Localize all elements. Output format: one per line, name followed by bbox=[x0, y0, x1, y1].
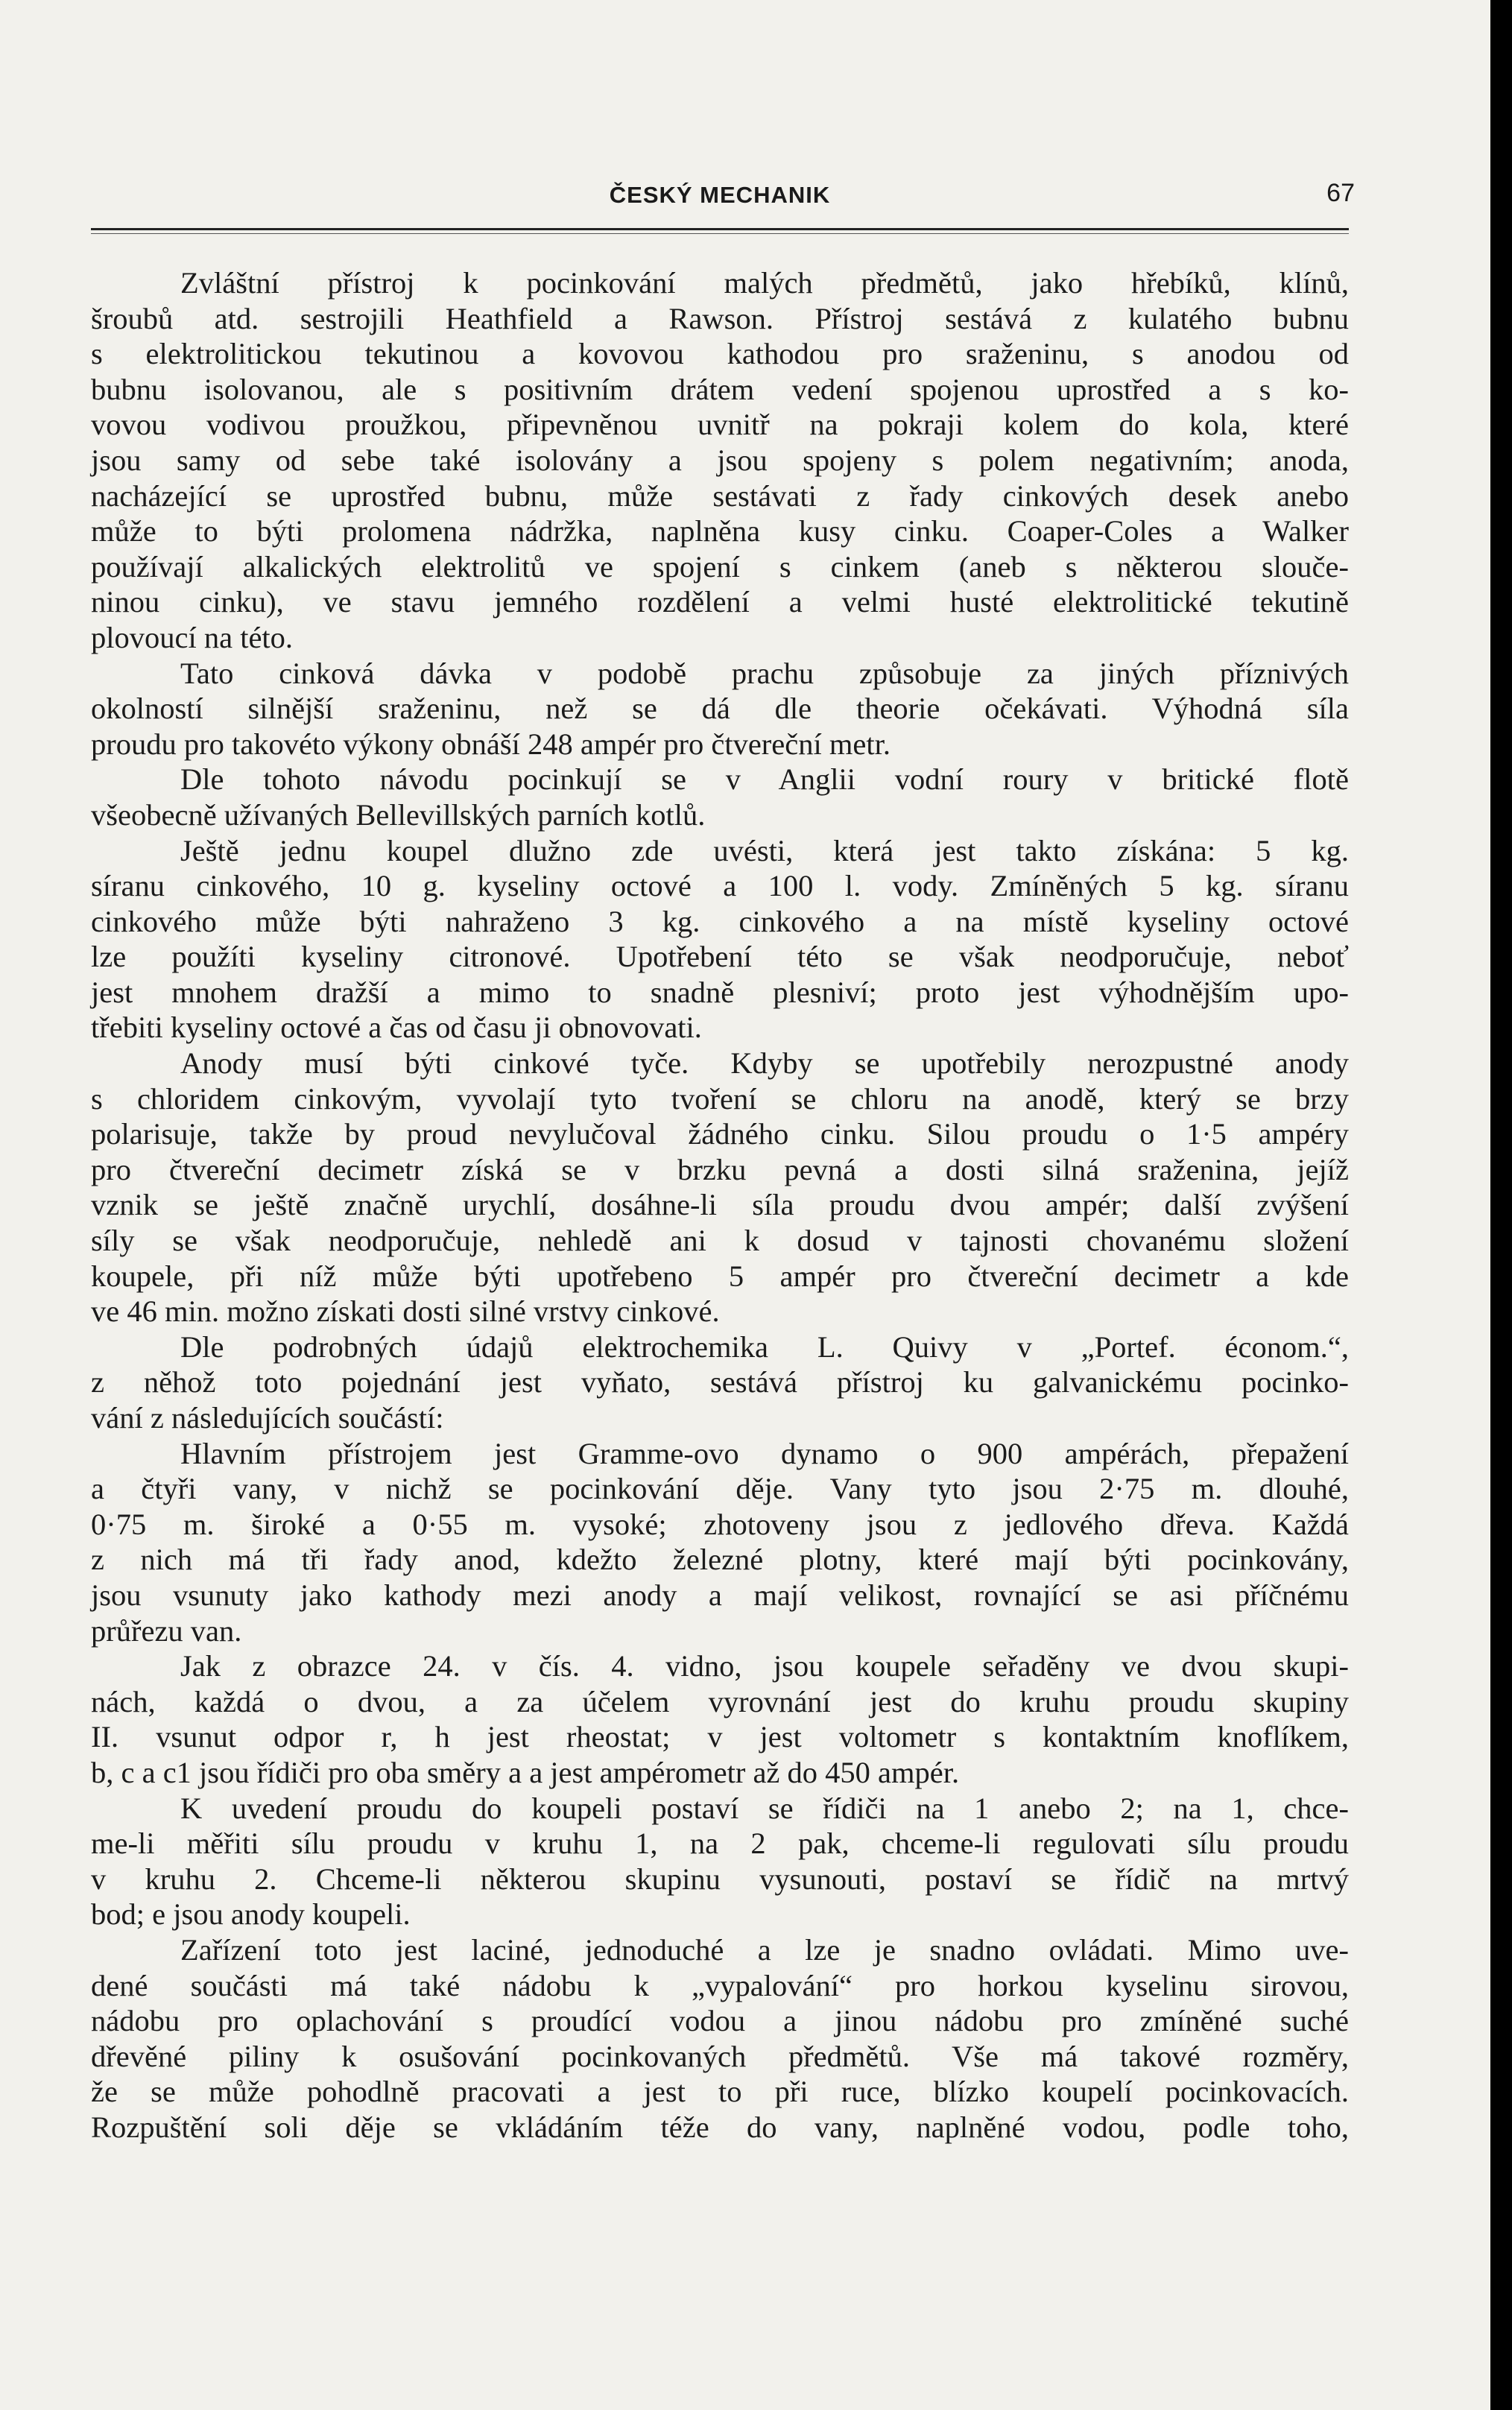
text-line: a čtyři vany, v nichž se pocinkování děje. Vany tyto jsou 2·75 m. dlouhé, bbox=[91, 1472, 1349, 1506]
text-line: síly se však neodporučuje, nehledě ani k dosud v tajnosti chovanému složení bbox=[91, 1224, 1349, 1258]
text-line: me-li měřiti sílu proudu v kruhu 1, na 2 pak, chceme-li regulovati sílu proudu bbox=[91, 1827, 1349, 1861]
text-line: průřezu van. bbox=[91, 1613, 242, 1648]
text-line: síranu cinkového, 10 g. kyseliny octové a 100 l. vody. Zmíněných 5 kg. síranu bbox=[91, 869, 1349, 903]
text-line: Jak z obrazce 24. v čís. 4. vidno, jsou koupele seřaděny ve dvou skupi- bbox=[180, 1649, 1349, 1683]
text-line: Rozpuštění soli děje se vkládáním téže do vany, naplněné vodou, podle toho, bbox=[91, 2110, 1349, 2144]
page-header bbox=[91, 176, 1355, 221]
text-line: ninou cinku), ve stavu jemného rozdělení a velmi husté elektrolitické tekutině bbox=[91, 585, 1349, 619]
text-line: okolností silnější sraženinu, než se dá dle theorie očekávati. Výhodná síla bbox=[91, 692, 1349, 726]
text-line: Dle podrobných údajů elektrochemika L. Quivy v „Portef. économ.“, bbox=[180, 1329, 1349, 1364]
text-line: nádobu pro oplachování s proudící vodou a jinou nádobu pro zmíněné suché bbox=[91, 2004, 1349, 2038]
text-line: Hlavním přístrojem jest Gramme-ovo dynamo o 900 ampérách, přepažení bbox=[180, 1436, 1349, 1470]
text-line: vovou vodivou proužkou, připevněnou uvnitř na pokraji kolem do kola, které bbox=[91, 408, 1349, 442]
text-line: z něhož toto pojednání jest vyňato, sestává přístroj ku galvanickému pocinko- bbox=[91, 1365, 1349, 1399]
text-line: b, c a c1 jsou řídiči pro oba směry a a jest ampérometr až do 450 ampér. bbox=[91, 1755, 960, 1789]
text-line: s elektrolitickou tekutinou a kovovou kathodou pro sraženinu, s anodou od bbox=[91, 337, 1349, 371]
text-line: pro čtvereční decimetr získá se v brzku pevná a dosti silná sraženina, jejíž bbox=[91, 1152, 1349, 1186]
text-line: Anody musí býti cinkové tyče. Kdyby se upotřebily nerozpustné anody bbox=[180, 1046, 1349, 1081]
text-line: dřevěné piliny k osušování pocinkovaných předmětů. Vše má takové rozměry, bbox=[91, 2039, 1349, 2073]
text-line: používají alkalických elektrolitů ve spojení s cinkem (aneb s některou slouče- bbox=[91, 549, 1349, 583]
text-line: Zvláštní přístroj k pocinkování malých předmětů, jako hřebíků, klínů, bbox=[180, 266, 1349, 300]
text-line: vání z následujících součástí: bbox=[91, 1401, 444, 1435]
text-line: může to býti prolomena nádržka, naplněna kusy cinku. Coaper-Coles a Walker bbox=[91, 514, 1349, 548]
text-line: jsou vsunuty jako kathody mezi anody a mají velikost, rovnající se asi příčnému bbox=[91, 1578, 1349, 1612]
text-line: plovoucí na této. bbox=[91, 620, 294, 654]
text-line: nách, každá o dvou, a za účelem vyrovnání jest do kruhu proudu skupiny bbox=[91, 1684, 1349, 1718]
header-rule-thin bbox=[91, 233, 1349, 234]
header-rule bbox=[91, 228, 1349, 230]
running-title: ČESKÝ MECHANIK bbox=[609, 182, 831, 208]
text-line: vznik se ještě značně urychlí, dosáhne-li síla proudu dvou ampér; další zvýšení bbox=[91, 1188, 1349, 1222]
text-line: bubnu isolovanou, ale s positivním drátem vedení spojenou uprostřed a s ko- bbox=[91, 372, 1349, 406]
text-line: s chloridem cinkovým, vyvolají tyto tvoření se chloru na anodě, který se brzy bbox=[91, 1081, 1349, 1116]
text-line: Tato cinková dávka v podobě prachu způsobuje za jiných příznivých bbox=[180, 656, 1349, 690]
text-line: cinkového může býti nahraženo 3 kg. cinkového a na místě kyseliny octové bbox=[91, 904, 1349, 938]
text-line: koupele, při níž může býti upotřebeno 5 ampér pro čtvereční decimetr a kde bbox=[91, 1259, 1349, 1293]
text-line: ve 46 min. možno získati dosti silné vrstvy cinkové. bbox=[91, 1294, 720, 1329]
text-line: dené součásti má také nádobu k „vypalování“ pro horkou kyselinu sirovou, bbox=[91, 1968, 1349, 2002]
text-line: proudu pro takovéto výkony obnáší 248 ampér pro čtvereční metr. bbox=[91, 727, 891, 761]
text-line: II. vsunut odpor r, h jest rheostat; v jest voltometr s kontaktním knoflíkem, bbox=[91, 1720, 1349, 1754]
body-text bbox=[91, 265, 1349, 2145]
text-line: Ještě jednu koupel dlužno zde uvésti, která jest takto získána: 5 kg. bbox=[180, 833, 1349, 867]
text-line: že se může pohodlně pracovati a jest to při ruce, blízko koupelí pocinkovacích. bbox=[91, 2075, 1349, 2109]
text-line: 0·75 m. široké a 0·55 m. vysoké; zhotoveny jsou z jedlového dřeva. Každá bbox=[91, 1507, 1349, 1541]
text-line: polarisuje, takže by proud nevylučoval žádného cinku. Silou proudu o 1·5 ampéry bbox=[91, 1117, 1349, 1151]
text-line: z nich má tři řady anod, kdežto železné plotny, které mají býti pocinkovány, bbox=[91, 1543, 1349, 1577]
text-line: v kruhu 2. Chceme-li některou skupinu vysunouti, postaví se řídič na mrtvý bbox=[91, 1862, 1349, 1896]
text-line: Dle tohoto návodu pocinkují se v Anglii vodní roury v britické flotě bbox=[180, 762, 1349, 797]
text-line: lze použíti kyseliny citronové. Upotřebení této se však neodporučuje, neboť bbox=[91, 940, 1349, 974]
text-line: bod; e jsou anody koupeli. bbox=[91, 1897, 411, 1932]
text-line: jsou samy od sebe také isolovány a jsou spojeny s polem negativním; anoda, bbox=[91, 443, 1349, 477]
page-number: 67 bbox=[1326, 179, 1355, 207]
text-line: jest mnohem dražší a mimo to snadně plesniví; proto jest výhodnějším upo- bbox=[91, 975, 1349, 1009]
text-line: šroubů atd. sestrojili Heathfield a Rawson. Přístroj sestává z kulatého bubnu bbox=[91, 301, 1349, 335]
text-line: třebiti kyseliny octové a čas od času ji obnovovati. bbox=[91, 1011, 702, 1045]
text-line: nacházející se uprostřed bubnu, může sestávati z řady cinkových desek anebo bbox=[91, 478, 1349, 513]
text-line: Zařízení toto jest laciné, jednoduché a lze je snadno ovládati. Mimo uve- bbox=[180, 1932, 1349, 1967]
text-line: všeobecně užívaných Bellevillských parních kotlů. bbox=[91, 797, 706, 832]
text-line: K uvedení proudu do koupeli postaví se řídiči na 1 anebo 2; na 1, chce- bbox=[180, 1791, 1349, 1825]
